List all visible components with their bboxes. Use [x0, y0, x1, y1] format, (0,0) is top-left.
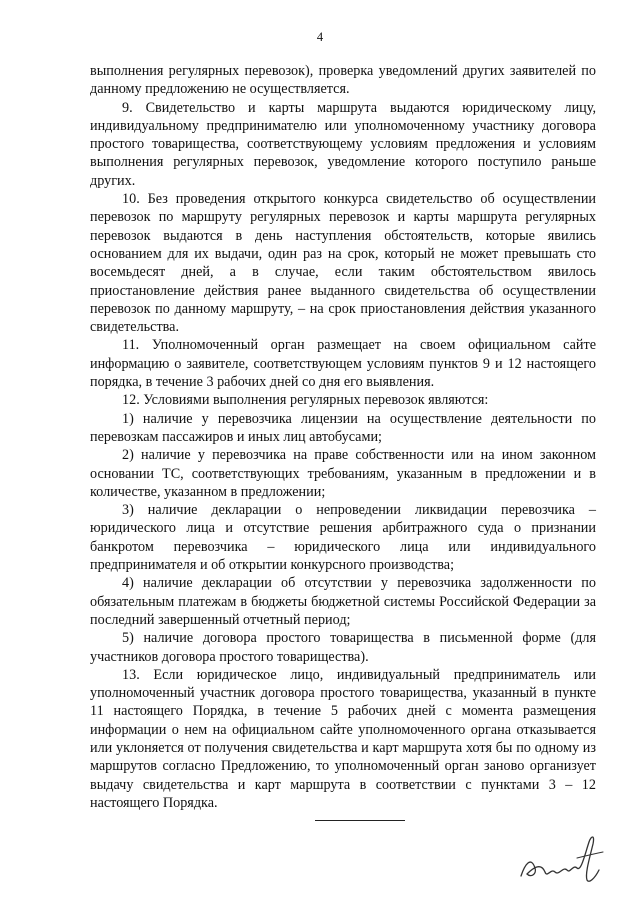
paragraph-continuation: выполнения регулярных перевозок), проверка уведомлений других заявителей по данному предложению не осуществляется.: [90, 63, 596, 98]
paragraph-9: 9. Свидетельство и карты маршрута выдаются юридическому лицу, индивидуальному предпринимателю или уполномоченному участнику договора простого товарищества, соответствующему условиям предложения и условиям выполнения регулярных перевозок, уведомление которого поступило раньше других.: [90, 99, 596, 189]
paragraph-12: 12. Условиями выполнения регулярных перевозок являются:: [122, 392, 489, 409]
paragraph-12-item-1: 1) наличие у перевозчика лицензии на осуществление деятельности по перевозкам пассажиров и иных лиц автобусами;: [90, 410, 596, 445]
paragraph-11: 11. Уполномоченный орган размещает на своем официальном сайте информацию о заявителе, соответствующем условиям пунктов 9 и 12 настоящего порядка, в течение 3 рабочих дней со дня его выявления.: [90, 337, 596, 391]
handwritten-signature: [515, 828, 615, 888]
paragraph-12-item-4: 4) наличие декларации об отсутствии у перевозчика задолженности по обязательным платежам в бюджеты бюджетной системы Российской Федерации за последний завершенный отчетный период;: [90, 575, 596, 628]
end-divider: [315, 820, 405, 821]
page-number: 4: [316, 30, 324, 44]
paragraph-12-item-2: 2) наличие у перевозчика на праве собственности или на ином законном основании ТС, соответствующих требованиям, указанным в предложении и в количестве, указанном в предложении;: [90, 447, 596, 500]
paragraph-13: 13. Если юридическое лицо, индивидуальный предприниматель или уполномоченный участник договора простого товарищества, указанный в пункте 11 настоящего Порядка, в течение 5 рабочих дней с момента размещения информации о нем на официальном сайте уполномоченного органа отказывается или уклоняется от получения свидетельства и карт маршрута хотя бы по одному из маршрутов согласно Предложению, то уполномоченный орган заново организует выдачу свидетельства и карт маршрута в соответствии с пунктами 3 – 12 настоящего Порядка.: [90, 666, 596, 811]
paragraph-12-item-3: 3) наличие декларации о непроведении ликвидации перевозчика – юридического лица и отсутствие решения арбитражного суда о признании банкротом перевозчика – юридического лица или индивидуального предпринимателя и об открытии конкурсного производства;: [90, 502, 596, 574]
paragraph-10: 10. Без проведения открытого конкурса свидетельство об осуществлении перевозок по маршруту регулярных перевозок и карты маршрута регулярных перевозок выдаются в день наступления обстоятельств, которые явились основанием для их выдачи, один раз на срок, который не может превышать сто восемьдесят дней, а в случае, если таким обстоятельством явилось приостановление действия ранее выданного свидетельства об осуществлении перевозок по данному маршруту, – на срок приостановления действия указанного свидетельства.: [90, 191, 596, 336]
paragraph-12-item-5: 5) наличие договора простого товарищества в письменной форме (для участников договора простого товарищества).: [90, 630, 596, 665]
document-body: [90, 62, 596, 812]
